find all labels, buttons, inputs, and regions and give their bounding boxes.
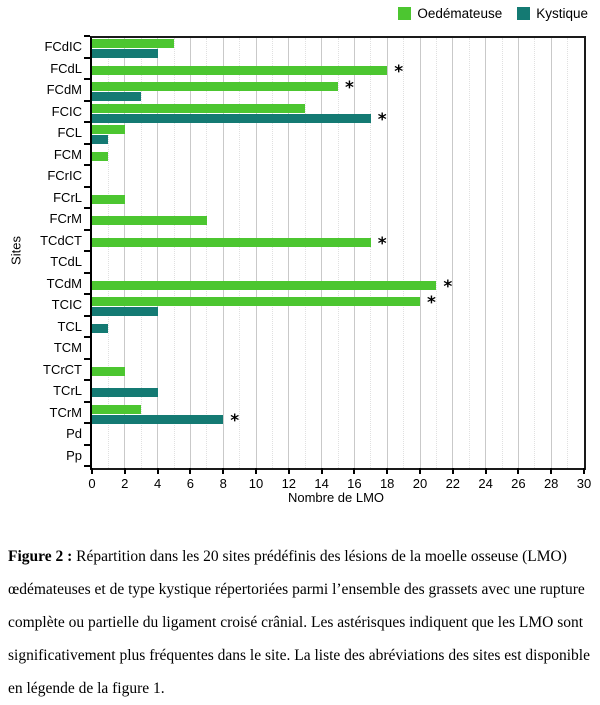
x-tick-label-26: 26 xyxy=(511,476,526,491)
y-axis-label-Pp: Pp xyxy=(66,447,82,463)
gridline xyxy=(452,38,453,468)
x-tick xyxy=(353,468,355,474)
bar-oedemateuse-TCrM xyxy=(92,405,141,414)
x-tick xyxy=(124,468,126,474)
y-tick xyxy=(84,315,90,317)
y-axis-label-FCrM: FCrM xyxy=(49,211,82,227)
x-tick xyxy=(550,468,552,474)
plot-area xyxy=(90,36,586,470)
gridline xyxy=(370,38,371,468)
y-axis-label-FCM: FCM xyxy=(53,146,82,162)
y-axis-label-TCL: TCL xyxy=(57,318,82,334)
x-tick-label-18: 18 xyxy=(379,476,395,491)
bar-kystique-TCIC xyxy=(92,307,158,316)
y-tick xyxy=(84,336,90,338)
x-tick-label-4: 4 xyxy=(153,476,162,491)
x-tick-label-16: 16 xyxy=(347,476,362,491)
x-tick xyxy=(517,468,519,474)
y-axis-title: Sites xyxy=(8,236,24,265)
x-tick xyxy=(255,468,257,474)
y-axis-label-TCrCT: TCrCT xyxy=(43,361,82,377)
x-tick-label-12: 12 xyxy=(281,476,297,491)
x-tick xyxy=(485,468,487,474)
significance-asterisk-TCrM: * xyxy=(230,410,240,431)
x-axis-title: Nombre de LMO xyxy=(287,490,385,505)
y-tick xyxy=(84,293,90,295)
y-axis-label-TCIC: TCIC xyxy=(51,297,82,313)
y-axis-label-FCdL: FCdL xyxy=(50,60,82,76)
gridline xyxy=(305,38,306,468)
x-tick xyxy=(386,468,388,474)
y-tick xyxy=(84,272,90,274)
x-tick-label-20: 20 xyxy=(412,476,428,491)
x-tick-label-10: 10 xyxy=(248,476,264,491)
bar-kystique-TCrL xyxy=(92,388,158,397)
y-axis-label-FCdIC: FCdIC xyxy=(44,39,82,55)
bar-oedemateuse-FCM xyxy=(92,152,108,161)
bar-oedemateuse-FCrL xyxy=(92,195,125,204)
y-tick xyxy=(84,164,90,166)
significance-asterisk-FCIC: * xyxy=(377,109,387,130)
x-tick xyxy=(321,468,323,474)
x-tick-label-28: 28 xyxy=(543,476,559,491)
y-tick xyxy=(84,379,90,381)
x-tick-label-14: 14 xyxy=(314,476,329,491)
gridline xyxy=(206,38,207,468)
bar-oedemateuse-TCrCT xyxy=(92,367,125,376)
gridline xyxy=(124,38,125,468)
y-axis-label-FCrL: FCrL xyxy=(53,189,82,205)
x-tick-label-6: 6 xyxy=(186,476,194,491)
y-axis-label-TCrM: TCrM xyxy=(49,404,82,420)
significance-asterisk-TCdM: * xyxy=(443,276,453,297)
x-tick xyxy=(91,468,93,474)
y-tick xyxy=(84,229,90,231)
gridline xyxy=(256,38,257,468)
y-axis-label-FCdM: FCdM xyxy=(46,82,82,98)
gridline xyxy=(387,38,388,468)
bar-oedemateuse-FCIC xyxy=(92,104,305,113)
chart-legend xyxy=(398,6,588,21)
gridline xyxy=(288,38,289,468)
gridline xyxy=(190,38,191,468)
x-tick xyxy=(157,468,159,474)
gridline xyxy=(534,38,535,468)
legend-item-oedemateuse xyxy=(398,6,502,21)
figure-caption-label: Figure 2 : xyxy=(8,547,73,565)
y-tick xyxy=(84,444,90,446)
y-tick xyxy=(84,57,90,59)
x-tick xyxy=(583,468,585,474)
x-tick-label-22: 22 xyxy=(445,476,461,491)
y-tick xyxy=(84,207,90,209)
bar-kystique-FCdM xyxy=(92,92,141,101)
gridline xyxy=(420,38,421,468)
bar-kystique-FCdIC xyxy=(92,49,158,58)
gridline xyxy=(485,38,486,468)
y-axis-label-FCL: FCL xyxy=(57,125,82,141)
y-axis-label-FCrIC: FCrIC xyxy=(47,168,82,184)
gridline xyxy=(223,38,224,468)
gridline xyxy=(403,38,404,468)
gridline xyxy=(567,38,568,468)
y-tick xyxy=(84,401,90,403)
y-axis-label-Pd: Pd xyxy=(66,426,82,442)
bar-oedemateuse-FCdIC xyxy=(92,39,174,48)
y-tick xyxy=(84,186,90,188)
y-tick xyxy=(84,35,90,37)
y-tick xyxy=(84,250,90,252)
significance-asterisk-TCIC: * xyxy=(427,293,436,314)
bar-oedemateuse-TCdCT xyxy=(92,238,371,247)
gridline xyxy=(469,38,470,468)
bar-kystique-TCL xyxy=(92,324,108,333)
bar-oedemateuse-FCrM xyxy=(92,216,207,225)
x-tick xyxy=(189,468,191,474)
gridline xyxy=(157,38,158,468)
gridline xyxy=(551,38,552,468)
kystique-swatch-icon xyxy=(517,7,530,20)
y-axis-label-TCdL: TCdL xyxy=(50,254,82,270)
y-axis-label-TCdCT: TCdCT xyxy=(40,232,82,248)
y-axis-label-TCdM: TCdM xyxy=(46,275,82,291)
y-axis-label-TCM: TCM xyxy=(53,340,82,356)
bar-oedemateuse-FCL xyxy=(92,125,125,134)
bar-oedemateuse-FCdM xyxy=(92,82,338,91)
gridline xyxy=(436,38,437,468)
significance-asterisk-FCdL: * xyxy=(394,61,404,82)
legend-label-kystique: Kystique xyxy=(536,6,588,21)
x-tick-label-24: 24 xyxy=(478,476,493,491)
figure-caption xyxy=(8,540,594,705)
x-tick-label-0: 0 xyxy=(88,476,96,491)
y-tick xyxy=(84,358,90,360)
figure-caption-text: Répartition dans les 20 sites prédéfinis des lésions de la moelle osseuse (LMO) œdémateuses et de type kystique répertoriées parmi l’ensemble des grassets avec une rupture complète ou partielle du ligament croisé crânial. Les astérisques indiquent que les LMO sont significativement plus fréquentes dans le site. La liste des abréviations des sites est disponible en légende de la figure 1. xyxy=(8,547,590,697)
gridline xyxy=(502,38,503,468)
gridline xyxy=(338,38,339,468)
gridline xyxy=(321,38,322,468)
significance-asterisk-FCdM: * xyxy=(345,78,354,99)
bar-oedemateuse-FCdL xyxy=(92,66,387,75)
y-tick xyxy=(84,422,90,424)
y-tick xyxy=(84,78,90,80)
legend-label-oedemateuse: Oedémateuse xyxy=(417,6,503,21)
y-tick xyxy=(84,100,90,102)
legend-item-kystique xyxy=(517,6,588,21)
gridline xyxy=(354,38,355,468)
x-tick xyxy=(419,468,421,474)
bar-kystique-TCrM xyxy=(92,415,223,424)
gridline xyxy=(239,38,240,468)
oedemateuse-swatch-icon xyxy=(398,7,411,20)
bar-kystique-FCIC xyxy=(92,114,371,123)
significance-asterisk-TCdCT: * xyxy=(377,233,387,254)
y-axis-label-TCrL: TCrL xyxy=(53,383,82,399)
bar-kystique-FCL xyxy=(92,135,108,144)
x-tick-label-30: 30 xyxy=(576,476,592,491)
x-tick-label-2: 2 xyxy=(121,476,129,491)
x-tick-label-8: 8 xyxy=(219,476,227,491)
gridline xyxy=(108,38,109,468)
x-tick xyxy=(452,468,454,474)
gridline xyxy=(518,38,519,468)
gridline xyxy=(141,38,142,468)
y-tick xyxy=(84,143,90,145)
y-tick xyxy=(84,465,90,467)
bar-oedemateuse-TCdM xyxy=(92,281,436,290)
bar-oedemateuse-TCIC xyxy=(92,297,420,306)
y-axis-label-FCIC: FCIC xyxy=(51,103,82,119)
x-tick xyxy=(288,468,290,474)
gridline xyxy=(272,38,273,468)
gridline xyxy=(174,38,175,468)
x-tick xyxy=(222,468,224,474)
y-tick xyxy=(84,121,90,123)
